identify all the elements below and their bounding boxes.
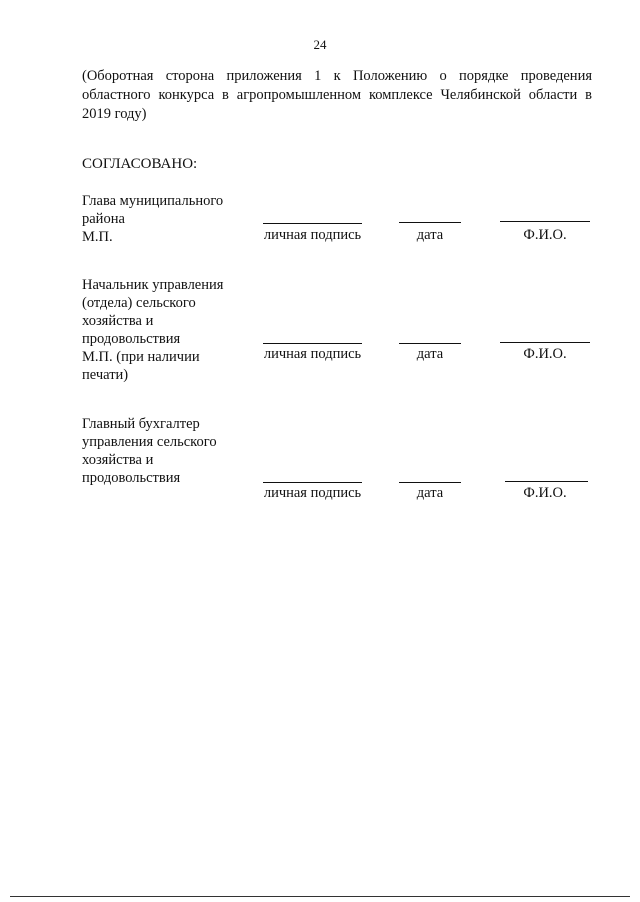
date-label: дата — [416, 485, 444, 501]
role-title — [82, 415, 252, 487]
name-line — [500, 342, 590, 343]
date-line — [399, 222, 461, 223]
approved-heading: СОГЛАСОВАНО: — [82, 156, 198, 172]
signature-label: личная подпись — [263, 346, 362, 362]
date-line — [399, 482, 461, 483]
role-line: Главный бухгалтер — [82, 416, 200, 432]
role-title — [82, 192, 252, 246]
role-line: продовольствия — [82, 331, 181, 347]
signature-line — [263, 223, 362, 224]
signature-line — [263, 343, 362, 344]
role-line: продовольствия — [82, 470, 181, 486]
role-line: управления сельского — [82, 434, 217, 450]
page-number: 24 — [313, 37, 327, 52]
role-line: Глава муниципального — [82, 193, 224, 209]
role-line: хозяйства и — [82, 313, 154, 329]
date-label: дата — [416, 227, 444, 243]
date-line — [399, 343, 461, 344]
signature-label: личная подпись — [263, 227, 362, 243]
name-label: Ф.И.О. — [523, 227, 567, 243]
bottom-rule — [10, 896, 630, 897]
role-line: М.П. (при наличии — [82, 349, 200, 365]
intro-text: (Оборотная сторона приложения 1 к Положению о порядке проведения областного конкурса в агропромышленном комплексе Челябинской области в 2019 году) — [82, 68, 592, 122]
role-line: района — [82, 211, 125, 227]
role-line: М.П. — [82, 229, 113, 245]
role-title — [82, 276, 252, 384]
date-label: дата — [416, 346, 444, 362]
signature-label: личная подпись — [263, 485, 362, 501]
role-line: Начальник управления — [82, 277, 224, 293]
name-line — [505, 481, 588, 482]
name-label: Ф.И.О. — [523, 346, 567, 362]
role-line: (отдела) сельского — [82, 295, 196, 311]
role-line: хозяйства и — [82, 452, 154, 468]
signature-line — [263, 482, 362, 483]
name-line — [500, 221, 590, 222]
role-line: печати) — [82, 367, 129, 383]
name-label: Ф.И.О. — [523, 485, 567, 501]
